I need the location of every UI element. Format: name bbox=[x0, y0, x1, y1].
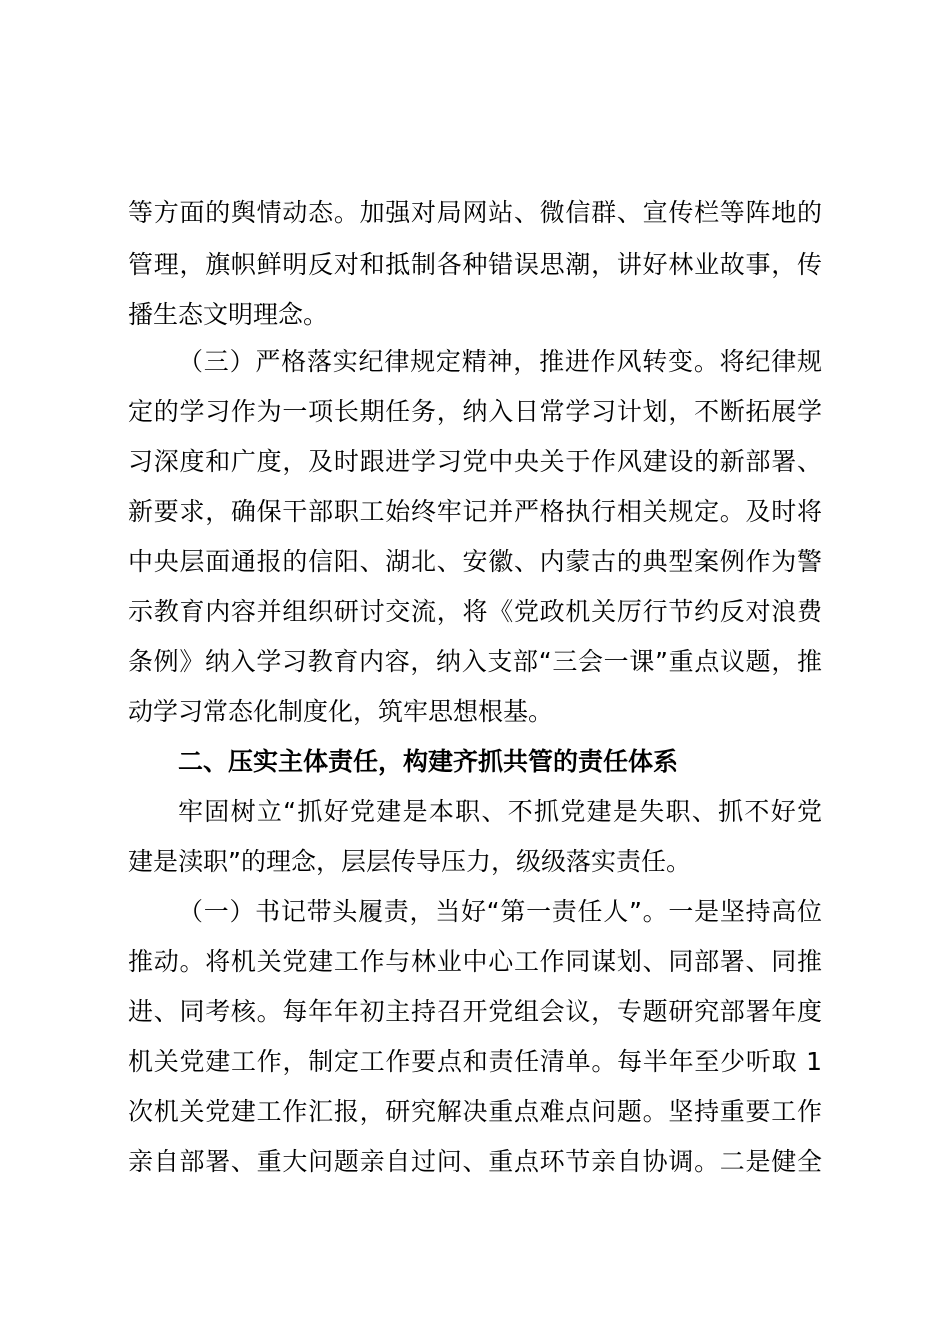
subsection-heading-line: （一）书记带头履责，当好“第一责任人”。一是坚持高位 bbox=[178, 897, 822, 926]
paragraph-line: 牢固树立“抓好党建是本职、不抓党建是失职、抓不好党 bbox=[178, 797, 822, 826]
paragraph-line: 新要求，确保干部职工始终牢记并严格执行相关规定。及时将 bbox=[128, 497, 822, 526]
subsection-heading-line: （三）严格落实纪律规定精神，推进作风转变。将纪律规 bbox=[178, 347, 822, 376]
paragraph-line: 管理，旗帜鲜明反对和抵制各种错误思潮，讲好林业故事，传 bbox=[128, 250, 822, 279]
paragraph-line: 习深度和广度，及时跟进学习党中央关于作风建设的新部署、 bbox=[128, 447, 822, 476]
paragraph-line: 中央层面通报的信阳、湖北、安徽、内蒙古的典型案例作为警 bbox=[128, 547, 822, 576]
paragraph-line: 进、同考核。每年年初主持召开党组会议，专题研究部署年度 bbox=[128, 997, 822, 1026]
paragraph-line: 条例》纳入学习教育内容，纳入支部“三会一课”重点议题，推 bbox=[128, 647, 822, 676]
paragraph-line: 推动。将机关党建工作与林业中心工作同谋划、同部署、同推 bbox=[128, 947, 822, 976]
paragraph-line: 定的学习作为一项长期任务，纳入日常学习计划，不断拓展学 bbox=[128, 397, 822, 426]
paragraph-line: 次机关党建工作汇报，研究解决重点难点问题。坚持重要工作 bbox=[128, 1097, 822, 1126]
paragraph-line: 示教育内容并组织研讨交流，将《党政机关厉行节约反对浪费 bbox=[128, 597, 822, 626]
paragraph-line: 等方面的舆情动态。加强对局网站、微信群、宣传栏等阵地的 bbox=[128, 198, 822, 227]
section-heading: 二、压实主体责任，构建齐抓共管的责任体系 bbox=[178, 747, 679, 776]
paragraph-line: 机关党建工作，制定工作要点和责任清单。每半年至少听取 1 bbox=[128, 1047, 822, 1076]
paragraph-line: 建是渎职”的理念，层层传导压力，级级落实责任。 bbox=[128, 847, 691, 876]
paragraph-line: 亲自部署、重大问题亲自过问、重点环节亲自协调。二是健全 bbox=[128, 1147, 822, 1176]
paragraph-line: 播生态文明理念。 bbox=[128, 300, 329, 329]
paragraph-line: 动学习常态化制度化，筑牢思想根基。 bbox=[128, 697, 554, 726]
